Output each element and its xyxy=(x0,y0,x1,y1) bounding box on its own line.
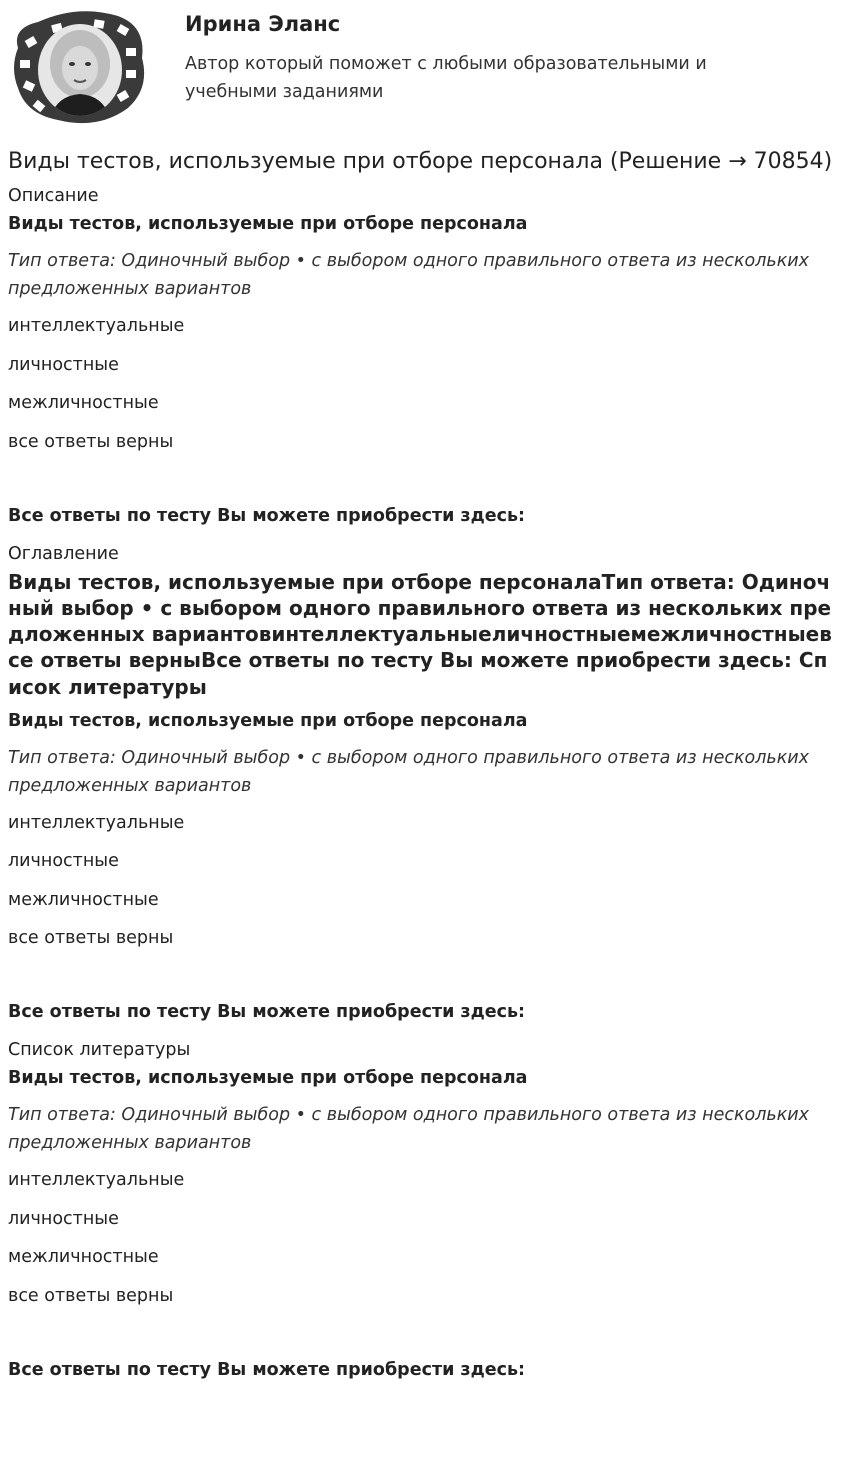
main-content xyxy=(8,147,840,1383)
answer-type: Тип ответа: Одиночный выбор • с выбором одного правильного ответа из нескольких предложенных вариантов xyxy=(8,1105,810,1154)
literature-label: Список литературы xyxy=(8,1040,191,1061)
literature-section xyxy=(8,1037,840,1383)
author-header xyxy=(0,0,847,135)
description-label: Описание xyxy=(8,186,99,206)
question-title: Виды тестов, используемые при отборе персонала xyxy=(8,214,528,234)
author-avatar[interactable] xyxy=(8,8,150,126)
answer-type: Тип ответа: Одиночный выбор • с выбором одного правильного ответа из нескольких предложенных вариантов xyxy=(8,251,810,299)
author-description: Автор который поможет с любыми образовательными и учебными заданиями xyxy=(185,54,707,102)
option-item: межличностные xyxy=(8,1247,159,1268)
option-item: интеллектуальные xyxy=(8,316,185,336)
option-item: личностные xyxy=(8,851,119,872)
option-item: интеллектуальные xyxy=(8,1170,185,1191)
option-item: межличностные xyxy=(8,393,159,413)
page-title: Виды тестов, используемые при отборе персонала (Решение → 70854) xyxy=(8,149,833,174)
description-section xyxy=(8,183,840,529)
options-list xyxy=(8,1167,840,1309)
buy-answers-text: Все ответы по тесту Вы можете приобрести здесь: xyxy=(8,1002,526,1023)
buy-answers-text: Все ответы по тесту Вы можете приобрести здесь: xyxy=(8,1359,526,1380)
option-item: личностные xyxy=(8,1208,119,1229)
options-list xyxy=(8,810,840,952)
toc-label: Оглавление xyxy=(8,543,119,564)
option-item: личностные xyxy=(8,354,119,375)
option-item: все ответы верны xyxy=(8,431,174,452)
option-item: все ответы верны xyxy=(8,1285,174,1306)
option-item: интеллектуальные xyxy=(8,812,185,833)
option-item: межличностные xyxy=(8,889,159,910)
toc-text: Виды тестов, используемые при отборе персоналаТип ответа: Одиночный выбор • с выбором одного правильного ответа из нескольких предложенных вариантовинтеллектуальныеличностныемежличностныевсе ответы верныВсе ответы по тесту Вы можете приобрести здесь: Список литературы xyxy=(8,569,832,699)
toc-section xyxy=(8,541,840,1026)
options-list xyxy=(8,313,840,455)
answer-type: Тип ответа: Одиночный выбор • с выбором одного правильного ответа из нескольких предложенных вариантов xyxy=(8,747,810,796)
question-title: Виды тестов, используемые при отборе персонала xyxy=(8,710,528,731)
author-name[interactable]: Ирина Эланс xyxy=(185,12,341,36)
question-title: Виды тестов, используемые при отборе персонала xyxy=(8,1068,528,1089)
option-item: все ответы верны xyxy=(8,928,174,949)
buy-answers-text: Все ответы по тесту Вы можете приобрести здесь: xyxy=(8,505,526,526)
